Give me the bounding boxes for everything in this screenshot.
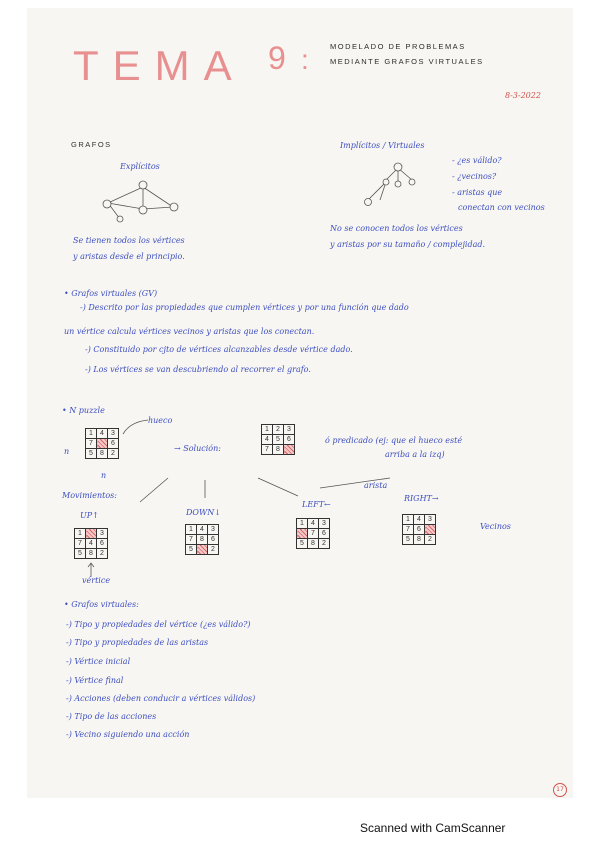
vecinos-label: Vecinos — [480, 522, 511, 531]
implicit-note3: - aristas que — [452, 188, 503, 197]
puzzle-hole-cell — [297, 529, 308, 539]
puzzle-row — [403, 525, 436, 535]
explicit-text1: Se tienen todos los vértices — [73, 236, 185, 245]
gv-list-item: -) Vecino siguiendo una acción — [66, 730, 190, 739]
hueco-label: hueco — [148, 416, 173, 425]
npuzzle-heading: • N puzzle — [62, 406, 105, 415]
explicit-text2: y aristas desde el principio. — [73, 252, 185, 261]
puzzle-left-grid — [296, 518, 330, 549]
move-right-label: RIGHT→ — [404, 494, 439, 503]
implicit-text1: No se conocen todos los vértices — [330, 224, 463, 233]
arista-label: arista — [364, 481, 388, 490]
puzzle-row — [262, 435, 295, 445]
puzzle-row — [403, 535, 436, 545]
puzzle-cell: 7 — [403, 525, 414, 535]
puzzle-row — [262, 445, 295, 455]
explicit-graph-diagram — [98, 175, 188, 225]
puzzle-row — [186, 545, 219, 555]
puzzle-cell: 1 — [75, 529, 86, 539]
puzzle-cell: 8 — [86, 549, 97, 559]
n-label-bottom: n — [101, 471, 107, 480]
grafos-heading: GRAFOS — [71, 140, 112, 149]
puzzle-row — [86, 439, 119, 449]
gv-list-item: -) Tipo y propiedades de las aristas — [66, 638, 209, 647]
puzzle-cell: 4 — [414, 515, 425, 525]
subtitle-line1: MODELADO DE PROBLEMAS — [330, 42, 466, 51]
move-left-label: LEFT← — [302, 500, 331, 509]
puzzle-cell: 7 — [75, 539, 86, 549]
puzzle-row — [262, 425, 295, 435]
puzzle-cell: 3 — [319, 519, 330, 529]
gv-list-item: -) Acciones (deben conducir a vértices válidos) — [66, 694, 256, 703]
page-title-tema: TEMA — [73, 42, 246, 89]
puzzle-hole-cell — [197, 545, 208, 555]
puzzle-cell: 1 — [86, 429, 97, 439]
vertice-label: vértice — [82, 576, 111, 585]
implicit-note2: - ¿vecinos? — [452, 172, 497, 181]
subtitle-line2: MEDIANTE GRAFOS VIRTUALES — [330, 57, 484, 66]
puzzle-cell: 4 — [308, 519, 319, 529]
puzzle-row — [75, 529, 108, 539]
hueco-arrow — [120, 418, 150, 438]
solution-label: → Solución: — [174, 444, 221, 453]
puzzle-cell: 8 — [97, 449, 108, 459]
puzzle-cell: 6 — [208, 535, 219, 545]
gv-line2: -) Descrito por las propiedades que cumplen vértices y por una función que dado — [80, 303, 409, 312]
puzzle-cell: 6 — [319, 529, 330, 539]
puzzle-right-grid — [402, 514, 436, 545]
puzzle-row — [186, 535, 219, 545]
puzzle-hole-cell — [284, 445, 295, 455]
puzzle-up-grid — [74, 528, 108, 559]
puzzle-cell: 6 — [108, 439, 119, 449]
puzzle-cell: 7 — [308, 529, 319, 539]
puzzle-cell: 2 — [208, 545, 219, 555]
puzzle-cell: 8 — [414, 535, 425, 545]
puzzle-cell: 2 — [273, 425, 284, 435]
gv-line3: un vértice calcula vértices vecinos y aristas que los conectan. — [64, 327, 315, 336]
move-up-label: UP↑ — [80, 511, 99, 520]
gv-list-item: -) Vértice final — [66, 676, 124, 685]
puzzle-row — [297, 519, 330, 529]
puzzle-cell: 8 — [273, 445, 284, 455]
puzzle-cell: 5 — [186, 545, 197, 555]
puzzle-cell: 6 — [414, 525, 425, 535]
puzzle-cell: 4 — [262, 435, 273, 445]
page-title-number: 9 — [268, 40, 286, 76]
puzzle-start-grid — [85, 428, 119, 459]
puzzle-cell: 5 — [86, 449, 97, 459]
puzzle-cell: 6 — [97, 539, 108, 549]
puzzle-row — [297, 539, 330, 549]
page-number-badge: 17 — [553, 783, 567, 797]
puzzle-cell: 3 — [284, 425, 295, 435]
puzzle-cell: 2 — [97, 549, 108, 559]
gv-list-heading: • Grafos virtuales: — [64, 600, 139, 609]
puzzle-cell: 8 — [197, 535, 208, 545]
date: 8-3-2022 — [505, 91, 541, 100]
puzzle-cell: 6 — [284, 435, 295, 445]
puzzle-hole-cell — [97, 439, 108, 449]
gv-list-item: -) Tipo y propiedades del vértice (¿es válido?) — [66, 620, 251, 629]
puzzle-cell: 5 — [297, 539, 308, 549]
puzzle-cell: 3 — [208, 525, 219, 535]
predicate-line2: arriba a la izq) — [385, 450, 445, 459]
puzzle-cell: 3 — [108, 429, 119, 439]
explicit-title: Explícitos — [120, 162, 160, 171]
puzzle-row — [186, 525, 219, 535]
puzzle-row — [86, 449, 119, 459]
puzzle-cell: 7 — [86, 439, 97, 449]
page-title-colon: : — [301, 44, 309, 75]
puzzle-cell: 2 — [108, 449, 119, 459]
move-arrows — [100, 470, 460, 510]
gv-line5: -) Los vértices se van descubriendo al recorrer el grafo. — [85, 365, 311, 374]
implicit-text2: y aristas por su tamaño / complejidad. — [330, 240, 486, 249]
scanner-footer: Scanned with CamScanner — [360, 821, 506, 835]
puzzle-cell: 4 — [197, 525, 208, 535]
puzzle-hole-cell — [425, 525, 436, 535]
gv-heading: • Grafos virtuales (GV) — [64, 289, 158, 298]
puzzle-cell: 5 — [273, 435, 284, 445]
puzzle-cell: 8 — [308, 539, 319, 549]
puzzle-cell: 5 — [75, 549, 86, 559]
puzzle-row — [75, 549, 108, 559]
puzzle-cell: 3 — [425, 515, 436, 525]
puzzle-cell: 2 — [319, 539, 330, 549]
puzzle-cell: 3 — [97, 529, 108, 539]
puzzle-row — [75, 539, 108, 549]
implicit-note4: conectan con vecinos — [458, 203, 545, 212]
implicit-graph-diagram — [358, 160, 428, 215]
predicate-line1: ó predicado (ej: que el hueco esté — [325, 436, 463, 445]
puzzle-cell: 7 — [262, 445, 273, 455]
puzzle-cell: 5 — [403, 535, 414, 545]
puzzle-cell: 1 — [262, 425, 273, 435]
puzzle-down-grid — [185, 524, 219, 555]
puzzle-row — [297, 529, 330, 539]
puzzle-cell: 7 — [186, 535, 197, 545]
puzzle-cell: 4 — [86, 539, 97, 549]
puzzle-cell: 1 — [186, 525, 197, 535]
puzzle-solution-grid — [261, 424, 295, 455]
implicit-title: Implícitos / Virtuales — [340, 141, 425, 150]
gv-list-item: -) Vértice inicial — [66, 657, 131, 666]
puzzle-hole-cell — [86, 529, 97, 539]
puzzle-cell: 1 — [297, 519, 308, 529]
move-down-label: DOWN↓ — [186, 508, 221, 517]
puzzle-cell: 2 — [425, 535, 436, 545]
puzzle-row — [403, 515, 436, 525]
gv-line4: -) Constituido por cjto de vértices alcanzables desde vértice dado. — [85, 345, 353, 354]
implicit-note1: - ¿es válido? — [452, 156, 502, 165]
n-label: n — [64, 447, 70, 456]
puzzle-cell: 1 — [403, 515, 414, 525]
puzzle-cell: 4 — [97, 429, 108, 439]
gv-list-item: -) Tipo de las acciones — [66, 712, 157, 721]
puzzle-row — [86, 429, 119, 439]
movimientos-label: Movimientos: — [62, 491, 117, 500]
